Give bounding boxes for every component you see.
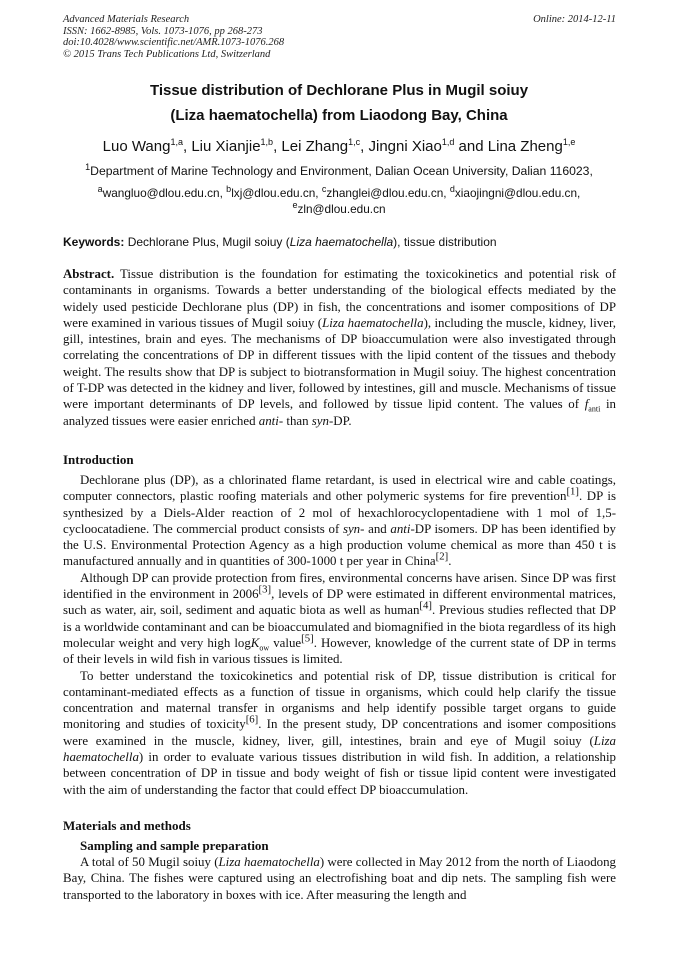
methods-text: ) were collected in May 2012 from the north of Liaodong Bay, China. The fishes were captured using an electrofishing boat and dip nets. The sampling fish were transported to the laboratory in boxes with ice. After measuring the length and — [63, 855, 617, 902]
author-name: Liu Xianjie — [191, 138, 261, 155]
intro-text: ) in order to evaluate various tissues distribution in wild fish. In addition, a relationship between concentration of DP in tissue and body weight of fish or tissue lipid content were investigated with the aim of understanding the factor that could effect DP bioaccumulation. — [63, 750, 616, 797]
kow-symbol: K — [250, 635, 260, 650]
keywords-text: Dechlorane Plus, Mugil soiuy ( — [124, 235, 290, 249]
affiliation-mark: 1 — [85, 161, 91, 172]
abstract-f-subscript: anti — [588, 404, 601, 414]
citation-ref: [1] — [566, 486, 579, 498]
author-affil-mark: 1,a — [170, 137, 183, 147]
author-name: Luo Wang — [102, 138, 171, 155]
intro-paragraph-3 — [63, 668, 616, 798]
intro-text: . However, knowledge of the current state of DP in terms of their levels in wild fish in various tissues is limited. — [63, 635, 616, 667]
email-address: lxj@dlou.edu.cn, — [231, 186, 322, 200]
intro-text: . DP is synthesized by a Diels-Alder reaction of 2 mol of hexachlorocyclopentadiene with 1 mol of 1,5-cycloocatadiene. The commercial product consists of — [63, 489, 617, 536]
author-name: Lina Zheng — [487, 138, 563, 155]
email-address: wangluo@dlou.edu.cn, — [102, 186, 227, 200]
abstract-text: ), including the muscle, kidney, liver, gill, intestines, brain and eyes. The mechanisms of DP bioaccumulation were also investigated through correlating the concentrations of DP in different tissues with the lipid content of the tissues and thebody weight. The results show that DP is subject to biotransformation in Mugil soiuy. The highest concentration of T-DP was detected in the kidney and liver, followed by intestines, gill and muscle. Mechanisms of tissue were important determinants of DP levels, and followed by tissue lipid content. The values of — [63, 315, 616, 412]
methods-species: Liza haematochella — [218, 855, 320, 869]
intro-anti: anti- — [390, 521, 415, 536]
abstract-text: DP. — [333, 413, 352, 428]
intro-text: To better understand the toxicokinetics and potential risk of DP, tissue distribution is critical for contaminant-mediated effects as a function of tissue in organisms, which could help clarify the tissue concentration and maternal transfer in organisms and help identify possible target organs to guide monitoring and studies of toxicity — [63, 668, 616, 732]
copyright-line: © 2015 Trans Tech Publications Ltd, Switzerland — [63, 48, 271, 60]
keywords-label: Keywords: — [63, 235, 125, 249]
email-mark: d — [449, 184, 455, 195]
methods-heading: Materials and methods — [63, 818, 191, 833]
kow-subscript: ow — [259, 643, 270, 653]
email-mark: a — [97, 184, 103, 195]
author-affil-mark: 1,d — [441, 137, 455, 147]
keywords-species: Liza haematochella — [289, 235, 394, 249]
author-list — [30, 138, 648, 155]
abstract-f-symbol: f — [584, 397, 589, 412]
citation-ref: [5] — [301, 632, 314, 645]
abstract-anti: anti- — [258, 413, 284, 428]
email-mark: e — [292, 200, 298, 211]
citation-ref: [3] — [258, 583, 272, 596]
issn-line: ISSN: 1662-8985, Vols. 1073-1076, pp 268-273 — [63, 25, 263, 37]
intro-text: . Previous studies reflected that DP is a worldwide contaminant and can be bioaccumulated and biomagnified in the biota regardless of its high molecular weight and very high log — [63, 603, 616, 650]
intro-text: . — [448, 554, 452, 569]
intro-text: , levels of DP were estimated in different environmental matrices, such as water, air, soil, sediment and aquatic biota as well as human — [63, 587, 617, 618]
intro-text: Although DP can provide protection from fires, environmental concerns have arisen. Since DP was first identified in the environment in 2006 — [63, 570, 616, 602]
author-affil-mark: 1,c — [348, 137, 361, 147]
intro-text: and — [364, 521, 391, 536]
paper-title-line-2: (Liza haematochella) from Liaodong Bay, China — [170, 107, 508, 124]
affiliation-text: Department of Marine Technology and Environment, Dalian Ocean University, Dalian 116023, — [90, 164, 593, 178]
online-date: Online: 2014-12-11 — [533, 14, 616, 25]
sampling-subheading: Sampling and sample preparation — [80, 838, 269, 853]
citation-ref: [2] — [435, 551, 449, 564]
abstract-text: than — [283, 413, 312, 428]
author-separator: , — [273, 138, 282, 155]
author-emails — [40, 185, 638, 217]
affiliation — [30, 161, 648, 178]
introduction-heading: Introduction — [63, 452, 134, 467]
author-separator: , — [182, 138, 192, 155]
methods-text: A total of 50 Mugil soiuy ( — [80, 855, 219, 869]
email-address: zln@dlou.edu.cn — [297, 202, 386, 216]
email-address: zhanglei@dlou.edu.cn, — [326, 186, 450, 200]
abstract-label: Abstract. — [63, 267, 115, 281]
methods-body — [63, 854, 616, 903]
abstract-paragraph — [63, 266, 616, 429]
author-affil-mark: 1,b — [260, 137, 274, 147]
email-address: xiaojingni@dlou.edu.cn, — [454, 186, 581, 200]
abstract-text: in analyzed tissues were easier enriched — [63, 397, 616, 428]
journal-header — [63, 14, 616, 60]
introduction-body — [63, 472, 616, 798]
abstract-species: Liza haematochella — [322, 315, 424, 330]
author-separator: and — [454, 138, 488, 155]
intro-paragraph-1 — [63, 472, 616, 570]
abstract-syn: syn- — [311, 413, 334, 428]
intro-text: DP isomers. DP has been identified by the U.S. Environmental Protection Agency as a high production volume chemical as more than 450 t is manufactured annually and in quantities of 300-1000 t per year in China — [63, 521, 616, 569]
methods-paragraph-1 — [63, 854, 616, 903]
intro-paragraph-2 — [63, 570, 616, 668]
keywords-line — [63, 235, 623, 249]
abstract-text: Tissue distribution is the foundation for estimating the toxicokinetics and potential risk of contaminants in organisms. Towards a better understanding of the biological effects mediated by the widely used pesticide Dechlorane plus (DP) in fish, the concentrations and isomer compositions of DP were examined in various tissues of Mugil soiuy ( — [63, 267, 616, 330]
citation-ref: [6] — [245, 714, 259, 727]
intro-species: Liza haematochella — [63, 733, 616, 765]
author-separator: , — [360, 138, 369, 155]
paper-title-line-1: Tissue distribution of Dechlorane Plus in Mugil soiuy — [149, 82, 529, 99]
author-affil-mark: 1,e — [562, 137, 576, 147]
author-name: Jingni Xiao — [368, 138, 442, 155]
intro-syn: syn- — [342, 521, 365, 536]
intro-text: value — [269, 635, 302, 650]
email-mark: c — [321, 184, 327, 195]
citation-ref: [4] — [419, 600, 432, 613]
intro-text: Dechlorane plus (DP), as a chlorinated flame retardant, is used in electrical wire and cable coatings, computer connectors, plastic roofing materials and other polymeric systems for fire prevention — [63, 473, 616, 504]
journal-name: Advanced Materials Research — [63, 14, 190, 25]
author-name: Lei Zhang — [281, 138, 349, 155]
email-mark: b — [226, 184, 232, 195]
keywords-text-end: ), tissue distribution — [393, 235, 497, 249]
intro-text: . In the present study, DP concentrations and isomer compositions were examined in the muscle, kidney, liver, gill, intestines, brain and eye of Mugil soiuy ( — [63, 717, 616, 748]
doi-line: doi:10.4028/www.scientific.net/AMR.1073-1076.268 — [63, 37, 285, 49]
